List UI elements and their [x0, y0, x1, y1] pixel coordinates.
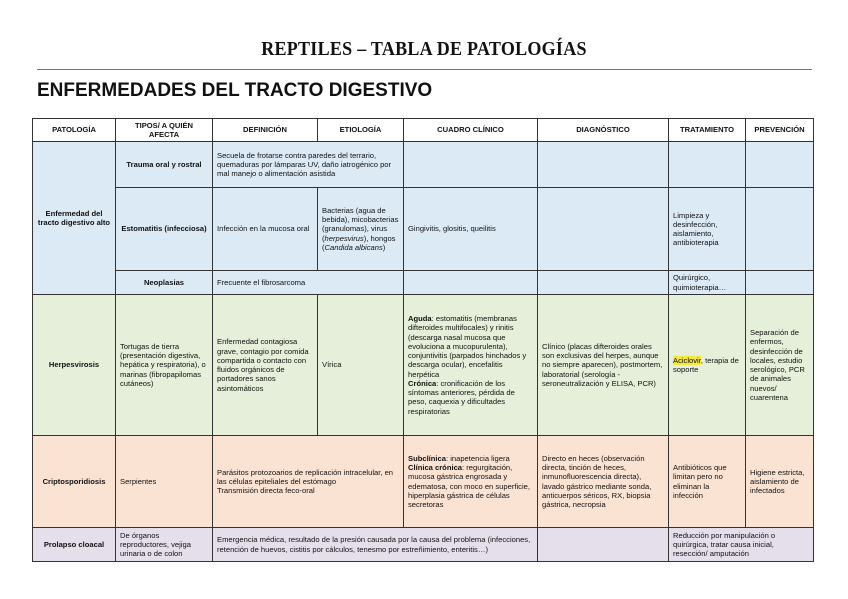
clinical-criptosporidiosis — [404, 436, 538, 528]
pathology-prolapso: Prolapso cloacal — [33, 528, 116, 562]
definition-criptosporidiosis — [213, 436, 404, 528]
diagnosis-prolapso — [538, 528, 669, 562]
treatment-trauma — [669, 142, 746, 188]
pathology-table — [32, 118, 814, 562]
type-prolapso: De órganos reproductores, vejiga urinaria o de colon — [116, 528, 213, 562]
prevention-criptosporidiosis: Higiene estricta, aislamiento de infectados — [746, 436, 814, 528]
diagnosis-estomatitis — [538, 188, 669, 271]
definition-herpesvirosis: Enfermedad contagiosa grave, contagio por comida compartida o contacto con fluidos orgánicos de portadores sanos asintomáticos — [213, 295, 318, 436]
treatment-highlight: Aciclovir — [673, 355, 701, 365]
header-patologia: PATOLOGÍA — [33, 119, 116, 142]
treatment-criptosporidiosis: Antibióticos que limitan pero no eliminan la infección — [669, 436, 746, 528]
title-divider — [37, 69, 812, 70]
header-cuadro-clinico: CUADRO CLÍNICO — [404, 119, 538, 142]
definition-text: Parásitos protozoarios de replicación intracelular, en las células epiteliales del estómago — [217, 467, 394, 486]
type-criptosporidiosis: Serpientes — [116, 436, 213, 528]
treatment-neoplasias: Quirúrgico, quimioterapia… — [669, 271, 746, 295]
diagnosis-criptosporidiosis: Directo en heces (observación directa, tinción de heces, inmunofluorescencia directa), lavado gástrico mediante sonda, anticuerpos séricos, RX, biopsia gástrica, necropsia — [538, 436, 669, 528]
pathology-criptosporidiosis: Criptosporidiosis — [33, 436, 116, 528]
pathology-tracto-alto: Enfermedad del tracto digestivo alto — [33, 142, 116, 295]
diagnosis-neoplasias — [538, 271, 669, 295]
etiology-fungus: Candida albicans — [324, 242, 383, 252]
clinical-neoplasias — [404, 271, 538, 295]
section-title: ENFERMEDADES DEL TRACTO DIGESTIVO — [37, 80, 433, 101]
etiology-text: Bacterias (agua de bebida), micobacterias (granulomas), virus ( — [322, 205, 399, 243]
clinical-trauma — [404, 142, 538, 188]
header-etiologia: ETIOLOGÍA — [318, 119, 404, 142]
header-tipos: TIPOS/ A QUIÉN AFECTA — [116, 119, 213, 142]
prevention-trauma — [746, 142, 814, 188]
definition-trauma: Secuela de frotarse contra paredes del terrario, quemaduras por lámparas UV, daño iatrogénico por mal manejo o alimentación asistida — [213, 142, 404, 188]
etiology-herpesvirosis: Vírica — [318, 295, 404, 436]
treatment-prolapso: Reducción por manipulación o quirúrgica, tratar causa inicial, resección/ amputación — [669, 528, 814, 562]
prevention-estomatitis — [746, 188, 814, 271]
header-definicion: DEFINICIÓN — [213, 119, 318, 142]
table-row-estomatitis — [33, 188, 814, 271]
header-diagnostico: DIAGNÓSTICO — [538, 119, 669, 142]
clinical-chronic-label: Crónica — [408, 378, 437, 388]
table-row-herpesvirosis — [33, 295, 814, 436]
clinical-estomatitis: Gingivitis, glositis, queilitis — [404, 188, 538, 271]
clinical-acute-label: Aguda — [408, 314, 432, 324]
treatment-herpesvirosis — [669, 295, 746, 436]
prevention-neoplasias — [746, 271, 814, 295]
pathology-herpesvirosis: Herpesvirosis — [33, 295, 116, 436]
type-trauma: Trauma oral y rostral — [116, 142, 213, 188]
treatment-estomatitis: Limpieza y desinfección, aislamiento, antibioterapia — [669, 188, 746, 271]
etiology-text: ) — [382, 242, 386, 252]
main-title: REPTILES – TABLA DE PATOLOGÍAS — [261, 38, 587, 60]
header-row — [33, 119, 814, 142]
clinical-chronic-text: : cronificación de los síntomas anteriores, pérdida de peso, caquexia y dificultades respiratorias — [408, 378, 515, 416]
clinical-sub-text: : inapetencia ligera — [445, 453, 510, 463]
type-estomatitis: Estomatitis (infecciosa) — [116, 188, 213, 271]
etiology-estomatitis — [318, 188, 404, 271]
definition-prolapso: Emergencia médica, resultado de la presión causada por la causa del problema (infecciones, retención de huevos, cistitis por cálculos, tenesmo por estreñimiento, enteritis…) — [213, 528, 538, 562]
treatment-text: , terapia de soporte — [673, 355, 739, 374]
definition-neoplasias: Frecuente el fibrosarcoma — [213, 271, 404, 295]
definition-estomatitis: Infección en la mucosa oral — [213, 188, 318, 271]
table-row-neoplasias — [33, 271, 814, 295]
clinical-sub-label: Subclínica — [408, 453, 446, 463]
etiology-text: ), hongos ( — [322, 233, 396, 252]
table-row-criptosporidiosis — [33, 436, 814, 528]
definition-text: Transmisión directa feco-oral — [217, 486, 315, 496]
clinical-acute-text: : estomatitis (membranas difteroides multifocales) y rinitis (descarga nasal mucosa que evoluciona a mucopurulenta), conjuntivitis (parpados hinchados y descarga ocular), encefalitis herpética — [408, 314, 527, 379]
type-neoplasias: Neoplasias — [116, 271, 213, 295]
diagnosis-trauma — [538, 142, 669, 188]
type-herpesvirosis: Tortugas de tierra (presentación digestiva, hepática y respiratoria), o marinas (fibropapilomas cutáneos) — [116, 295, 213, 436]
clinical-chronic-label: Clínica crónica — [408, 463, 463, 472]
table-row-trauma — [33, 142, 814, 188]
diagnosis-herpesvirosis: Clínico (placas difteroides orales son exclusivas del herpes, aunque no siempre aparecen), postmortem, laboratorial (serología - seroneutralización y ELISA, PCR) — [538, 295, 669, 436]
header-tratamiento: TRATAMIENTO — [669, 119, 746, 142]
etiology-virus: herpesvirus — [324, 233, 364, 243]
clinical-herpesvirosis — [404, 295, 538, 436]
prevention-herpesvirosis: Separación de enfermos, desinfección de locales, estudio serológico, PCR de animales nuevos/ cuarentena — [746, 295, 814, 436]
header-prevencion: PREVENCIÓN — [746, 119, 814, 142]
clinical-chronic-text: : regurgitación, mucosa gástrica engrosada y edematosa, con moco en superficie, hiperplasia gástrica de células secretoras — [408, 463, 530, 509]
table-row-prolapso — [33, 528, 814, 562]
